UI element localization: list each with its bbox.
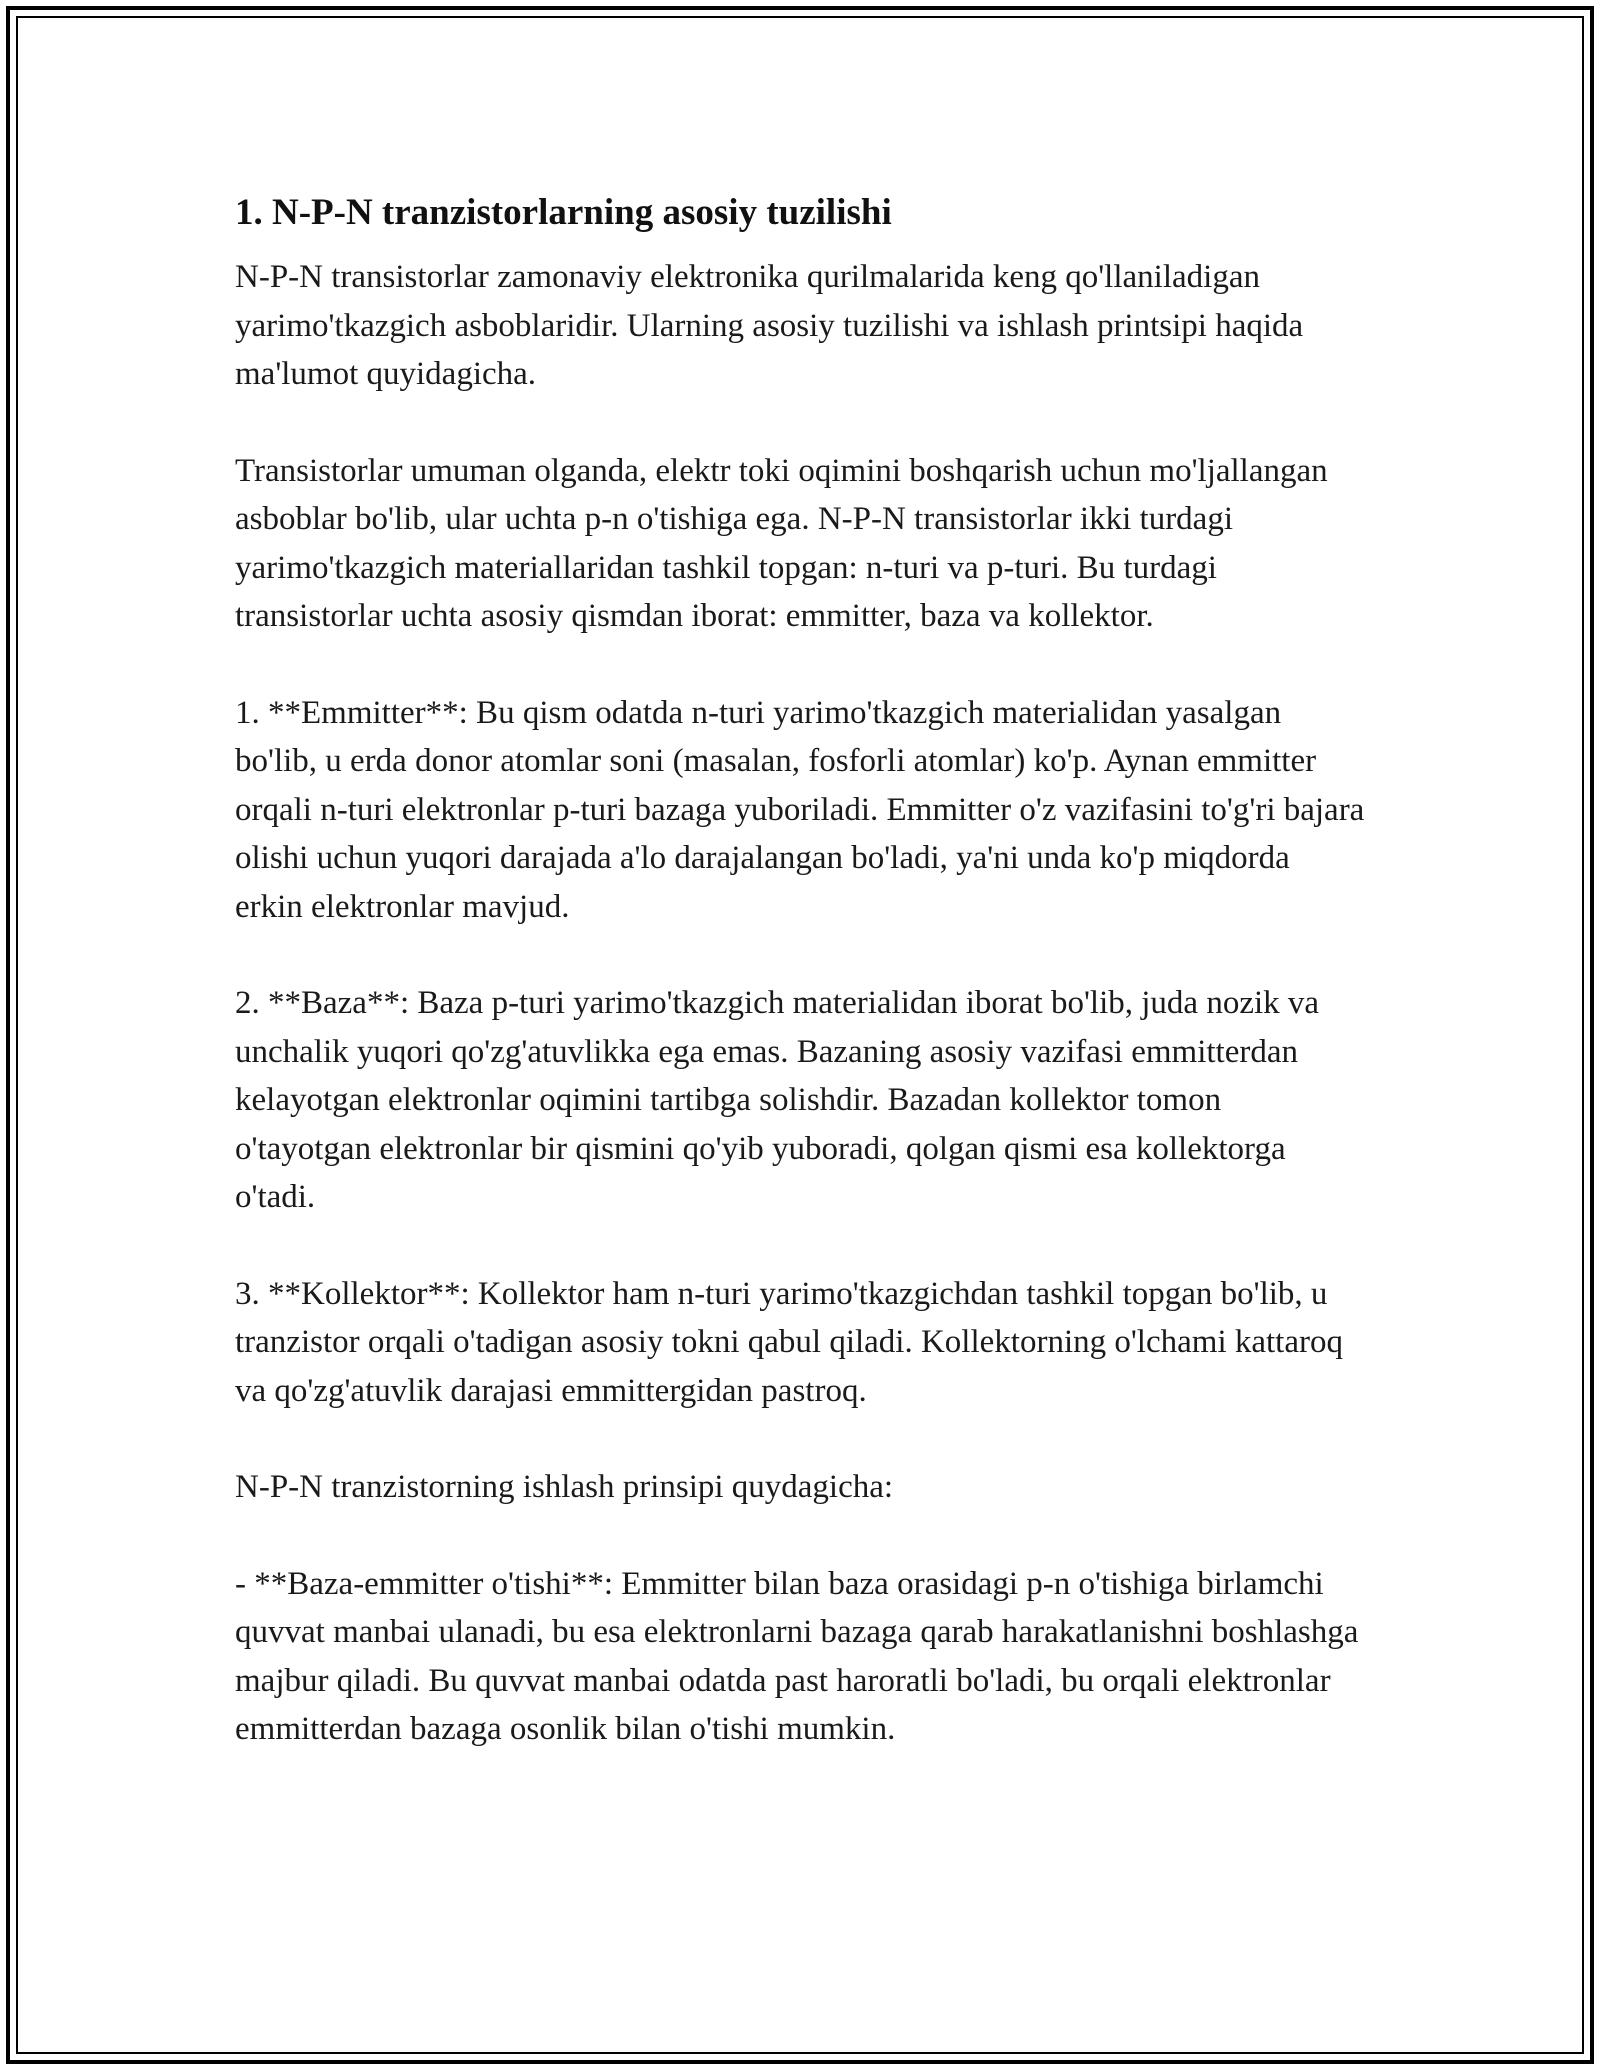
section-heading: 1. N-P-N tranzistorlarning asosiy tuzilishi <box>235 192 892 233</box>
paragraph-principle-intro: N-P-N tranzistorning ishlash prinsipi quydagicha: <box>235 1469 894 1505</box>
paragraph-intro: N-P-N transistorlar zamonaviy elektronika qurilmalarida keng qo'llaniladigan yarimo'tkazgich asboblaridir. Ularning asosiy tuzilishi va ishlash printsipi haqida ma'lumot quyidagicha. <box>235 259 1304 392</box>
paragraph-emmitter: 1. **Emmitter**: Bu qism odatda n-turi yarimo'tkazgich materialidan yasalgan bo'lib, u erda donor atomlar soni (masalan, fosforli atomlar) ko'p. Aynan emmitter orqali n-turi elektronlar p-turi bazaga yuboriladi. Emmitter o'z vazifasini to'g'ri bajara olishi uchun yuqori darajada a'lo darajalangan bo'ladi, ya'ni unda ko'p miqdorda erkin elektronlar mavjud. <box>235 694 1365 925</box>
paragraph-kollektor: 3. **Kollektor**: Kollektor ham n-turi yarimo'tkazgichdan tashkil topgan bo'lib, u tranzistor orqali o'tadigan asosiy tokni qabul qiladi. Kollektorning o'lchami kattaroq va qo'zg'atuvlik darajasi emmittergidan pastroq. <box>235 1275 1343 1409</box>
document-body <box>235 185 1365 1802</box>
paragraph-baza: 2. **Baza**: Baza p-turi yarimo'tkazgich materialidan iborat bo'lib, juda nozik va unchalik yuqori qo'zg'atuvlikka ega emas. Bazaning asosiy vazifasi emmitterdan kelayotgan elektronlar oqimini tartibga solishdir. Bazadan kollektor tomon o'tayotgan elektronlar bir qismini qo'yib yuboradi, qolgan qismi esa kollektorga o'tadi. <box>235 985 1320 1215</box>
paragraph-baza-emmitter: - **Baza-emmitter o'tishi**: Emmitter bilan baza orasidagi p-n o'tishiga birlamchi quvvat manbai ulanadi, bu esa elektronlarni bazaga qarab harakatlanishni boshlashga majbur qiladi. Bu quvvat manbai odatda past haroratli bo'ladi, bu orqali elektronlar emmitterdan bazaga osonlik bilan o'tishi mumkin. <box>235 1565 1359 1747</box>
paragraph-overview: Transistorlar umuman olganda, elektr toki oqimini boshqarish uchun mo'ljallangan asboblar bo'lib, ular uchta p-n o'tishiga ega. N-P-N transistorlar ikki turdagi yarimo'tkazgich materiallaridan tashkil topgan: n-turi va p-turi. Bu turdagi transistorlar uchta asosiy qismdan iborat: emmitter, baza va kollektor. <box>235 452 1328 634</box>
